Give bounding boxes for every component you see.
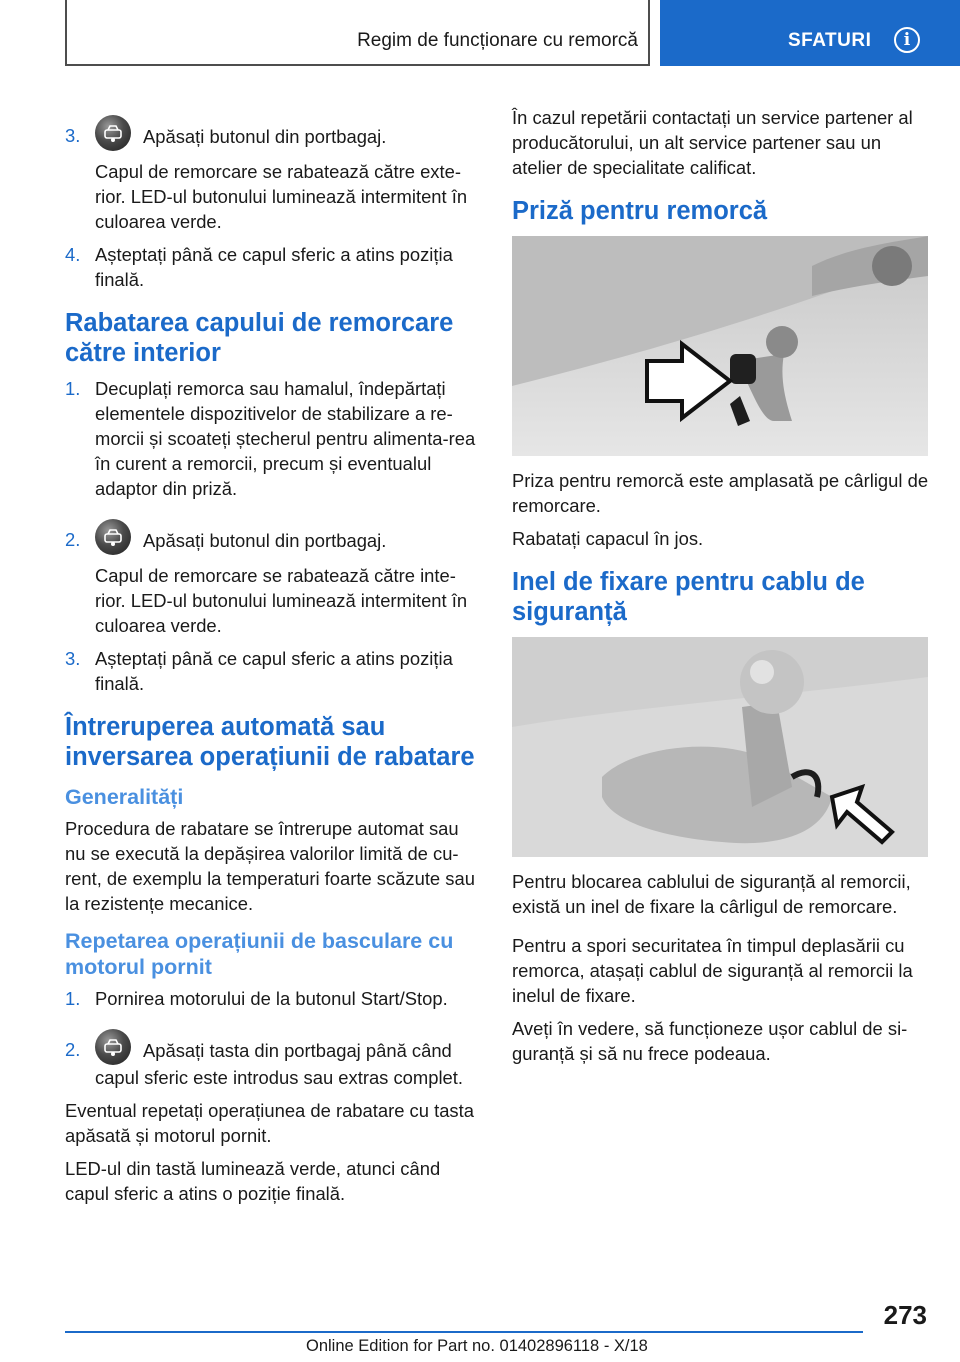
step-item bbox=[65, 986, 483, 1011]
step-number: 3. bbox=[65, 648, 81, 669]
step-item bbox=[65, 105, 483, 234]
paragraph-eventual: Eventual repetați operațiunea de rabatare cu tasta apăsată și motorul pornit. bbox=[65, 1100, 474, 1146]
step-item bbox=[65, 1019, 483, 1090]
trunk-button-icon bbox=[95, 115, 131, 151]
footer-divider bbox=[65, 1331, 863, 1333]
right-column bbox=[512, 105, 932, 1074]
paragraph-intro: În cazul repetării contactați un service partener al producătorului, un alt service partener sau un atelier de specialitate calificat. bbox=[512, 107, 913, 178]
step-text: Apăsați butonul din portbagaj. bbox=[143, 126, 387, 147]
paragraph-inel-1: Pentru blocarea cablului de siguranță al remorcii, există un inel de fixare la cârligul de remorcare. bbox=[512, 871, 911, 917]
paragraph-led: LED-ul din tastă luminează verde, atunci când capul sferic a atins o poziție finală. bbox=[65, 1158, 441, 1204]
heading-intrerupere: Întreruperea automată sau inversarea operațiunii de rabatare bbox=[65, 713, 475, 771]
step-text: Apăsați butonul din portbagaj. bbox=[143, 530, 387, 551]
paragraph-inel-2: Pentru a spori securitatea în timpul deplasării cu remorca, atașați cablul de siguranță al remorcii la inelul de fixare. bbox=[512, 935, 913, 1006]
step-text: Apăsați tasta din portbagaj până când capul sferic este introdus sau extras complet. bbox=[95, 1040, 463, 1088]
step-continuation: Capul de remorcare se rabatează către exte-rior. LED-ul butonului luminează intermitent în culoarea verde. bbox=[95, 161, 468, 232]
step-text: Așteptați până ce capul sferic a atins poziția finală. bbox=[95, 244, 453, 290]
step-item bbox=[65, 646, 483, 696]
paragraph-rabatati: Rabatați capacul în jos. bbox=[512, 528, 704, 549]
heading-generalitati: Generalități bbox=[65, 785, 184, 809]
step-number: 1. bbox=[65, 378, 81, 399]
section-title: Regim de funcționare cu remorcă bbox=[357, 30, 638, 51]
step-item bbox=[65, 242, 483, 292]
trunk-button-icon bbox=[95, 519, 131, 555]
paragraph-inel-3: Aveți în vedere, să funcționeze ușor cablul de si-guranță și să nu frece podeaua. bbox=[512, 1018, 908, 1064]
step-number: 2. bbox=[65, 529, 81, 550]
left-column bbox=[65, 105, 483, 1214]
footer-edition: Online Edition for Part no. 01402896118 - X/18 bbox=[306, 1337, 648, 1355]
paragraph-priza: Priza pentru remorcă este amplasată pe cârligul de remorcare. bbox=[512, 470, 929, 516]
tab-sfaturi[interactable] bbox=[660, 0, 960, 66]
paragraph-generalitati: Procedura de rabatare se întrerupe automat sau nu se execută la depășirea valorilor limită de cu-rent, de exemplu la temperaturi foarte scăzute sau la rezistențe mecanice. bbox=[65, 818, 475, 914]
step-number: 3. bbox=[65, 125, 81, 146]
page-number: 273 bbox=[883, 1300, 927, 1330]
step-number: 4. bbox=[65, 244, 81, 265]
tab-label: SFATURI bbox=[788, 30, 872, 51]
info-icon: i bbox=[894, 27, 920, 53]
heading-rabatare: Rabatarea capului de remorcare către interior bbox=[65, 309, 454, 367]
photo-trailer-socket bbox=[512, 236, 928, 456]
trunk-button-icon bbox=[95, 1029, 131, 1065]
step-text: Decuplați remorca sau hamalul, îndepărtați elementele dispozitivelor de stabilizare a re-morcii și scoateți ștecherul pentru alimenta-rea în curent a remorcii, precum și eventualul adaptor din priză. bbox=[95, 378, 476, 499]
heading-repetarea: Repetarea operațiunii de basculare cu motorul pornit bbox=[65, 929, 454, 979]
step-number: 2. bbox=[65, 1039, 81, 1060]
step-text: Pornirea motorului de la butonul Start/Stop. bbox=[95, 988, 448, 1009]
step-number: 1. bbox=[65, 988, 81, 1009]
header-section-box bbox=[65, 0, 650, 66]
heading-priza: Priză pentru remorcă bbox=[512, 197, 768, 225]
step-item bbox=[65, 376, 483, 501]
step-item bbox=[65, 509, 483, 638]
photo-safety-cable-ring bbox=[512, 637, 928, 857]
heading-inel: Inel de fixare pentru cablu de siguranță bbox=[512, 568, 865, 626]
step-text: Așteptați până ce capul sferic a atins poziția finală. bbox=[95, 648, 453, 694]
step-continuation: Capul de remorcare se rabatează către inte-rior. LED-ul butonului luminează intermitent în culoarea verde. bbox=[95, 565, 468, 636]
